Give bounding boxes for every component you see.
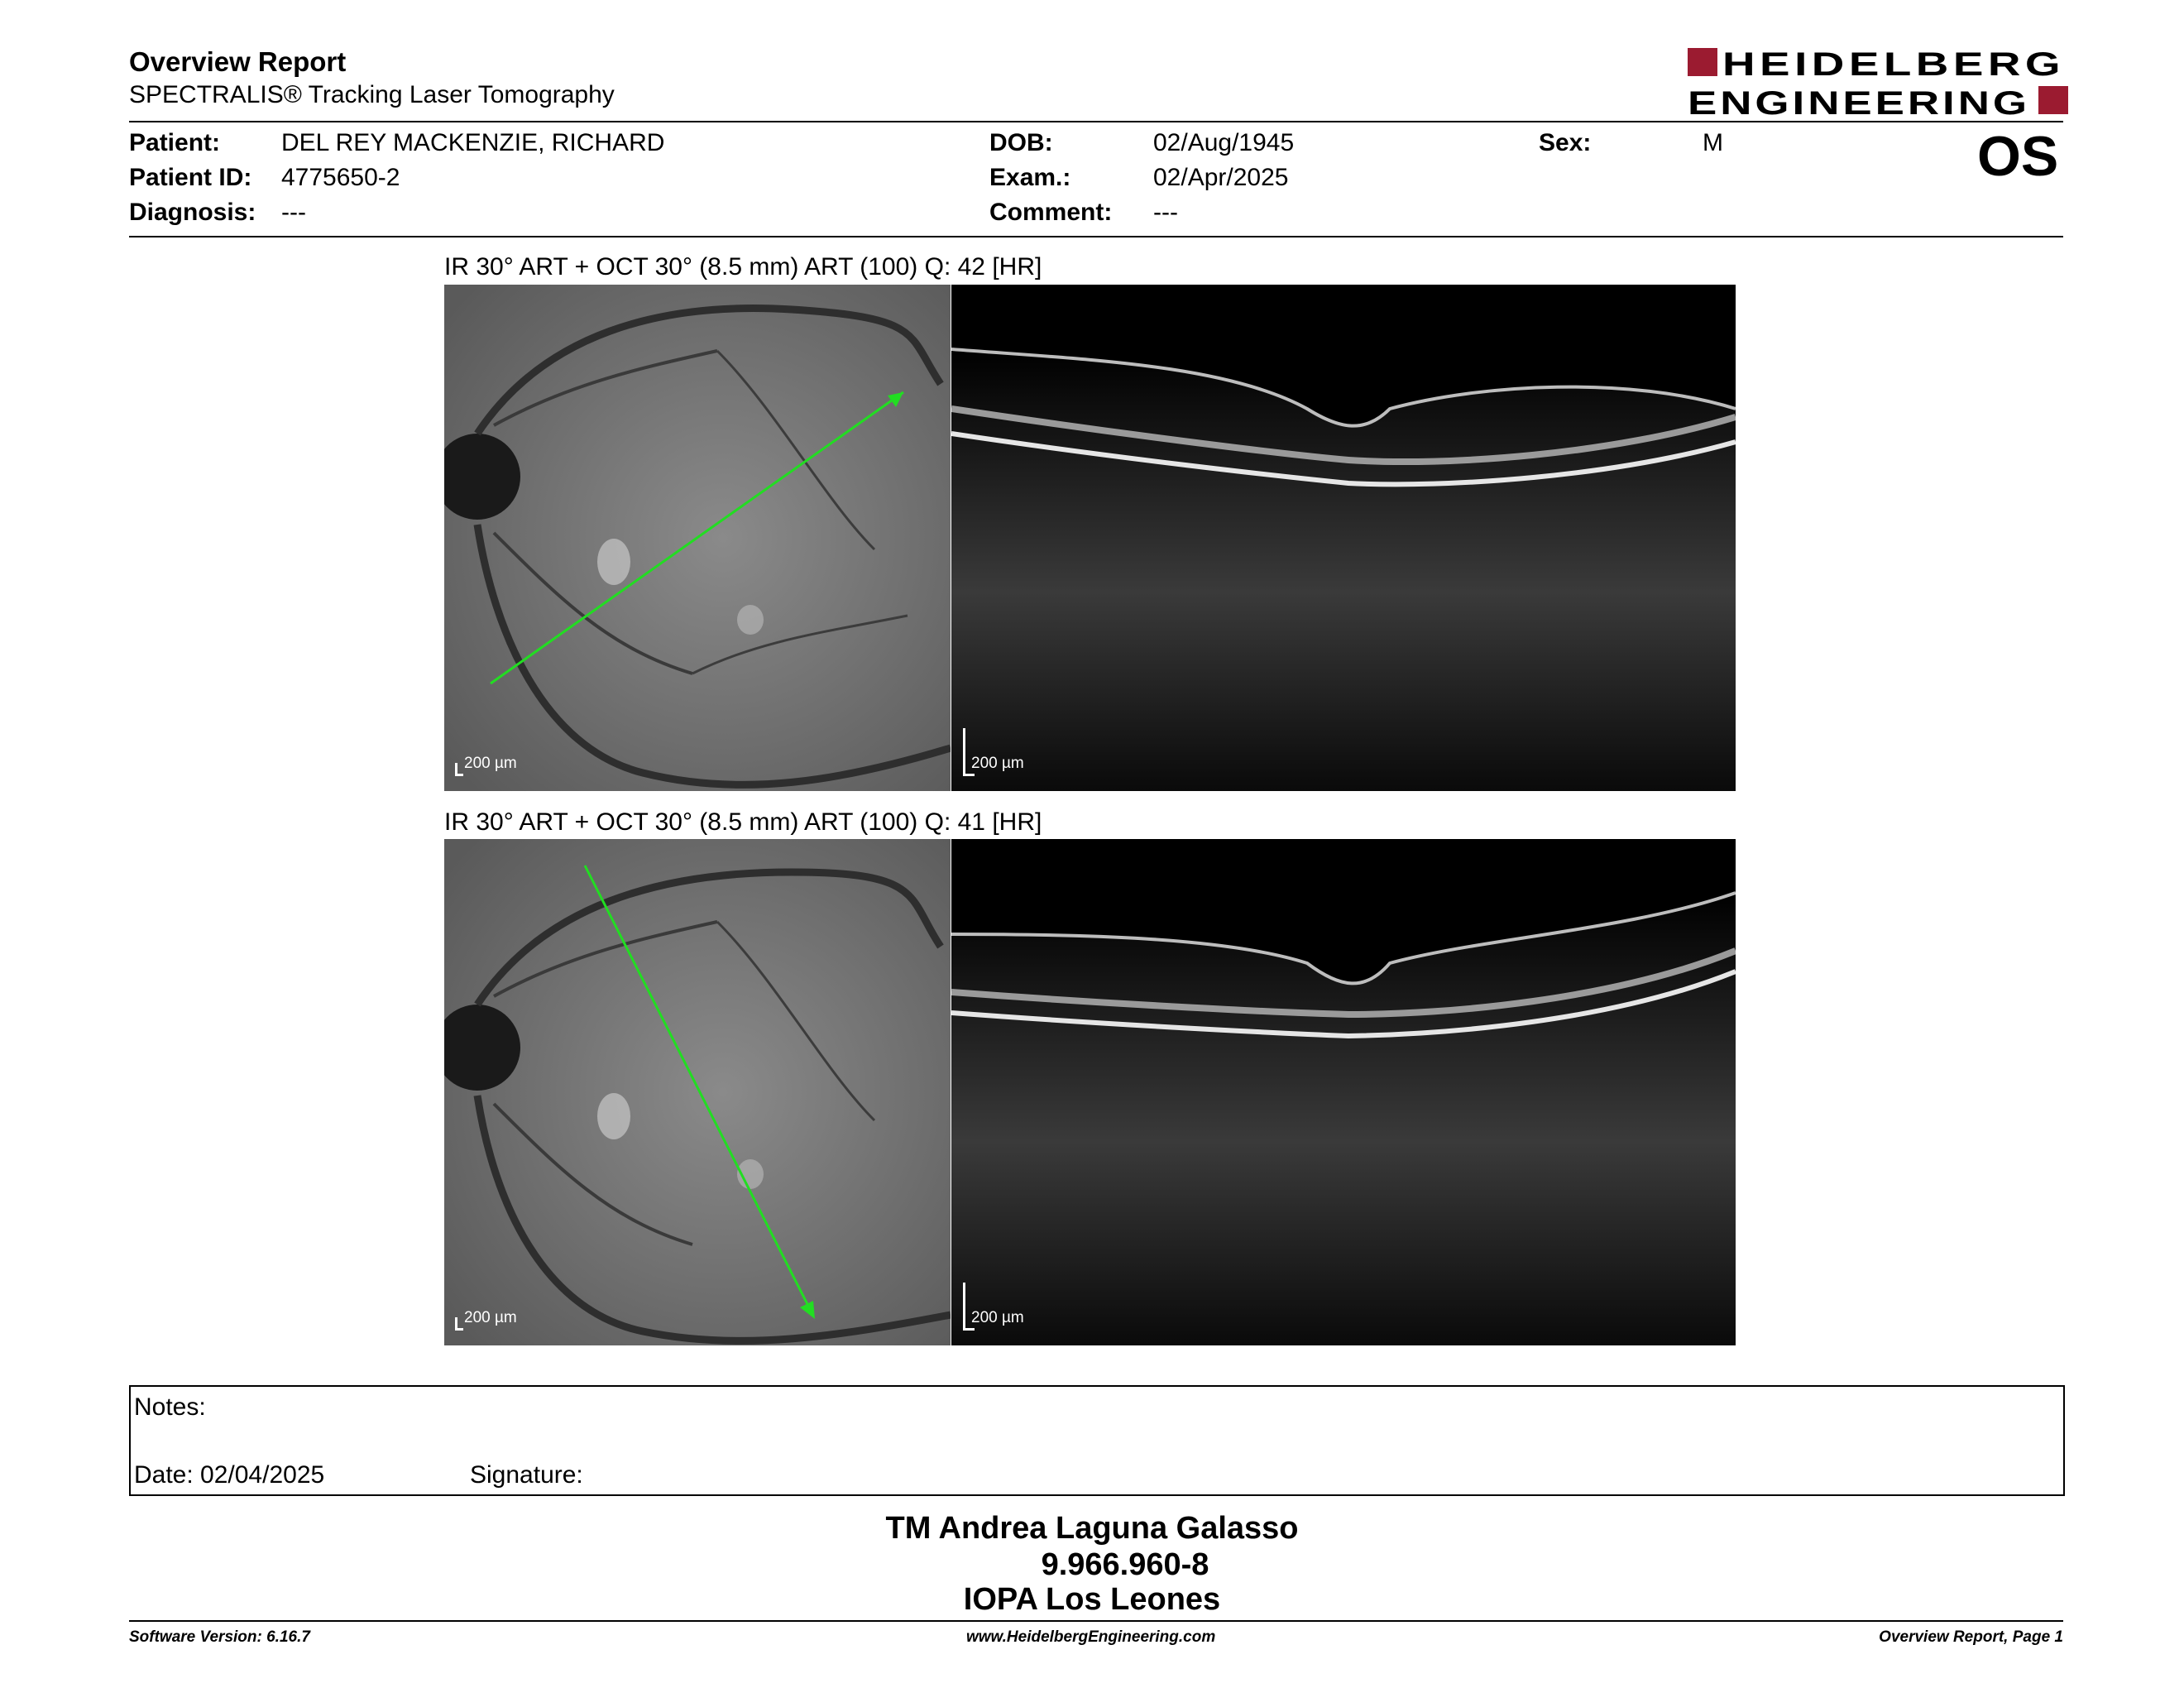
signer-institution: IOPA Los Leones [963,1582,1221,1617]
dob-label: DOB: [989,129,1053,156]
notes-box [129,1385,2065,1496]
comment-value: --- [1153,199,1178,226]
sex-label: Sex: [1539,129,1592,156]
report-title: Overview Report [129,46,347,77]
oct-bscan-2 [951,839,1736,1345]
comment-label: Comment: [989,199,1113,226]
bscan-scalebar-base-2 [963,1328,975,1331]
page-indicator: Overview Report, Page 1 [1879,1628,2063,1646]
logo-line2: ENGINEERING [1688,85,2030,119]
scan-caption-1: IR 30° ART + OCT 30° (8.5 mm) ART (100) Q: 42 [HR] [444,253,1042,281]
header-rule [129,121,2063,122]
diagnosis-value: --- [281,199,306,226]
exam-label: Exam.: [989,164,1071,191]
fundus-drawing-2 [444,839,951,1345]
scan-caption-2: IR 30° ART + OCT 30° (8.5 mm) ART (100) Q: 41 [HR] [444,808,1042,836]
footer-rule [129,1620,2063,1622]
date-label: Date: 02/04/2025 [134,1461,325,1489]
signer-name: TM Andrea Laguna Galasso [885,1511,1299,1546]
heidelberg-logo [1688,45,2068,119]
bscan-drawing-2 [951,839,1736,1345]
patient-id: 4775650-2 [281,164,400,191]
logo-line1: HEIDELBERG [1722,46,2065,83]
eye-indicator: OS [1977,125,2059,188]
diagnosis-label: Diagnosis: [129,199,256,226]
bscan-scale-label-2: 200 µm [971,1309,1024,1326]
fundus-scale-label-1: 200 µm [464,755,517,772]
oct-bscan-1 [951,285,1736,791]
patient-label: Patient: [129,129,221,156]
patient-id-label: Patient ID: [129,164,252,191]
patient-rule [129,236,2063,237]
fundus-drawing-1 [444,285,951,791]
software-version: Software Version: 6.16.7 [129,1628,310,1646]
signer-id: 9.966.960-8 [1041,1547,1209,1582]
fundus-image-1 [444,285,951,791]
patient-name: DEL REY MACKENZIE, RICHARD [281,129,665,156]
fundus-scale-label-2: 200 µm [464,1309,517,1326]
fundus-image-2 [444,839,951,1345]
report-subtitle: SPECTRALIS® Tracking Laser Tomography [129,81,615,108]
bscan-scalebar-2 [963,1283,965,1331]
exam-value: 02/Apr/2025 [1153,164,1289,191]
bscan-scalebar-base-1 [963,774,975,776]
bscan-drawing-1 [951,285,1736,791]
bscan-scale-label-1: 200 µm [971,755,1024,772]
sex-value: M [1703,129,1723,156]
notes-label: Notes: [134,1393,206,1421]
signature-label: Signature: [470,1461,583,1489]
fundus-scalebar-base-2 [455,1328,463,1331]
website-link[interactable]: www.HeidelbergEngineering.com [966,1628,1216,1646]
bscan-scalebar-1 [963,728,965,776]
fundus-scalebar-base-1 [455,774,463,776]
dob-value: 02/Aug/1945 [1153,129,1295,156]
